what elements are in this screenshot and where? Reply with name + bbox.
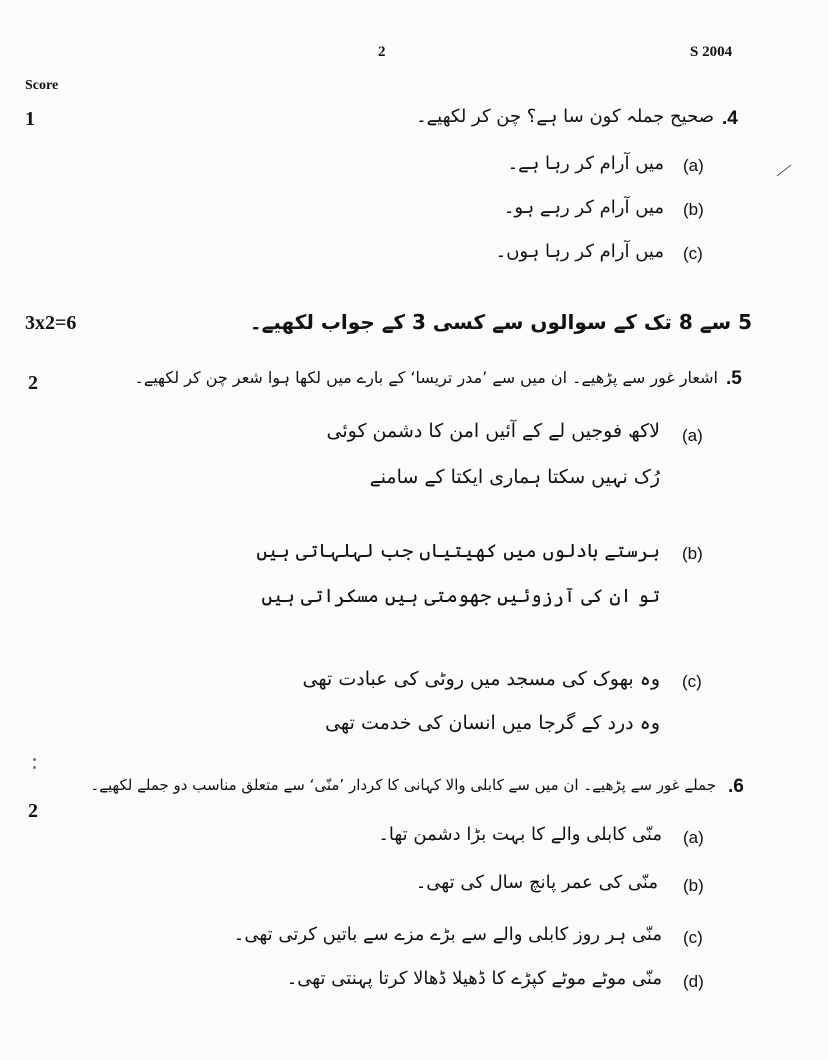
q5-option-b-line2: تو ان کی آرزوئیں جھومتی ہیں مسکراتی ہیں: [261, 585, 660, 607]
q4-option-c-text: میں آرام کر رہا ہوں۔: [495, 241, 664, 262]
q6-question: جملے غور سے پڑھیے۔ ان میں سے کابلی والا کہانی کا کردار ’منّی‘ سے متعلق مناسب دو جملے لکھیے۔: [90, 776, 716, 794]
score-label: Score: [25, 78, 59, 93]
q5-question: اشعار غور سے پڑھیے۔ ان میں سے ’مدر تریسا‘ کے بارے میں لکھا ہوا شعر چن کر لکھیے۔: [134, 368, 718, 387]
q4-number: .4: [722, 108, 738, 129]
score-q4: 1: [25, 108, 35, 130]
q6-option-b-label: (b): [683, 876, 704, 895]
q6-option-a-label: (a): [683, 828, 704, 847]
score-q5: 2: [28, 372, 38, 394]
q5-option-c-line2: وہ درد کے گرجا میں انسان کی خدمت تھی: [325, 712, 660, 734]
page-number: 2: [378, 44, 386, 60]
q6-option-d-label: (d): [683, 972, 704, 991]
q6-option-d-text: منّی موٹے موٹے کپڑے کا ڈھیلا ڈھالا کرتا پہنتی تھی۔: [286, 968, 662, 989]
q6-number: .6: [728, 776, 744, 797]
q4-question: صحیح جملہ کون سا ہے؟ چن کر لکھیے۔: [416, 106, 714, 127]
pen-mark: [777, 165, 792, 177]
q5-option-a-line1: لاکھ فوجیں لے کے آئیں امن کا دشمن کوئی: [326, 420, 660, 442]
q6-option-c-text: منّی ہر روز کابلی والے سے بڑے مزے سے باتیں کرتی تھی۔: [233, 924, 662, 945]
q5-option-b-label: (b): [682, 544, 703, 563]
score-section: 3x2=6: [25, 312, 77, 334]
score-q6: 2: [28, 800, 38, 822]
q4-option-c-label: (c): [683, 244, 703, 263]
q4-option-a-text: میں آرام کر رہا ہے۔: [507, 153, 664, 174]
margin-dot: [33, 766, 36, 769]
q5-option-a-line2: رُک نہیں سکتا ہماری ایکتا کے سامنے: [369, 466, 660, 488]
q6-option-b-text: منّی کی عمر پانچ سال کی تھی۔: [415, 872, 658, 893]
q6-option-c-label: (c): [683, 928, 703, 947]
exam-code: S 2004: [690, 44, 733, 60]
q5-number: .5: [726, 368, 742, 389]
q5-option-c-label: (c): [682, 672, 702, 691]
section-heading: 5 سے 8 تک کے سوالوں سے کسی 3 کے جواب لکھیے۔: [249, 310, 752, 334]
q5-option-a-label: (a): [682, 426, 703, 445]
q4-option-a-label: (a): [683, 156, 704, 175]
q5-option-b-line1: برستے بادلوں میں کھیتیاں جب لہلہاتی ہیں: [256, 540, 660, 562]
q4-option-b-label: (b): [683, 200, 704, 219]
q6-option-a-text: منّی کابلی والے کا بہت بڑا دشمن تھا۔: [378, 824, 662, 845]
margin-dot: [33, 758, 36, 761]
q5-option-c-line1: وہ بھوک کی مسجد میں روٹی کی عبادت تھی: [302, 668, 660, 690]
q4-option-b-text: میں آرام کر رہے ہو۔: [503, 197, 664, 218]
